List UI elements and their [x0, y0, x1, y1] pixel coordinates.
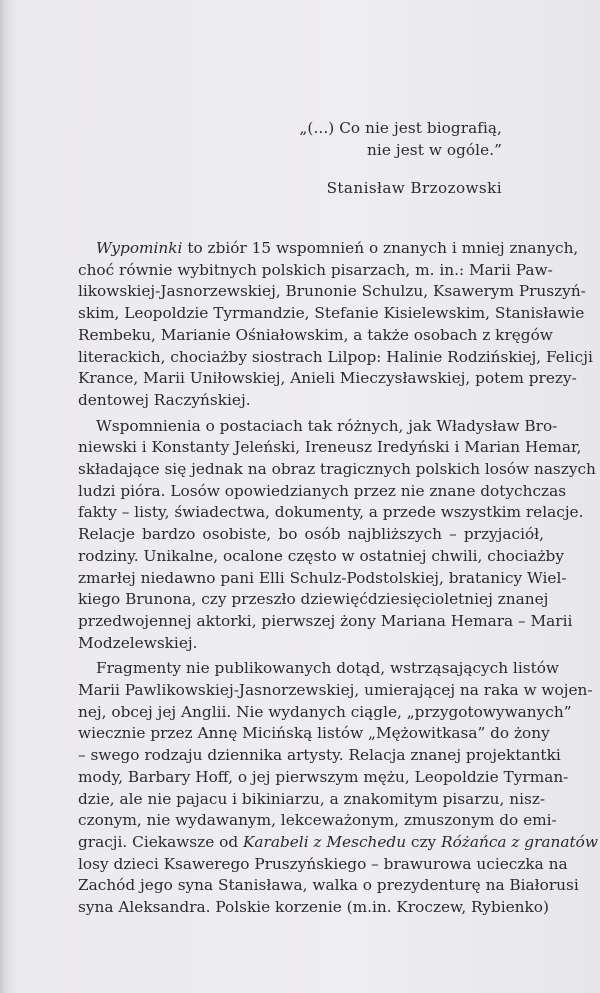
text-line: losy dzieci Ksawerego Pruszyńskiego – brawurowa ucieczka na — [78, 854, 568, 873]
paragraph-2 — [60, 416, 596, 655]
text-line: czonym, nie wydawanym, lekceważonym, zmuszonym do emi- — [78, 811, 557, 830]
text-line: choć równie wybitnych polskich pisarzach, m. in.: Marii Paw- — [78, 260, 553, 279]
epigraph-quote-line-1: „(...) Co nie jest biografią, — [299, 119, 502, 137]
text-line: – swego rodzaju dziennika artysty. Relacja znanej projektantki — [78, 746, 561, 765]
text-line: syna Aleksandra. Polskie korzenie (m.in. Kroczew, Rybienko) — [78, 898, 549, 917]
epigraph-quote-line-2: nie jest w ogóle.” — [367, 141, 502, 159]
text-line: fakty – listy, świadectwa, dokumenty, a przede wszystkim relacje. — [78, 503, 584, 522]
text-line: Marii Pawlikowskiej-Jasnorzewskiej, umierającej na raka w wojen- — [78, 681, 593, 700]
text-line: likowskiej-Jasnorzewskiej, Brunonie Schulzu, Ksawerym Pruszyń- — [78, 282, 586, 301]
paragraph-3 — [60, 658, 598, 918]
text-line: dentowej Raczyńskiej. — [78, 390, 251, 409]
text-line: Wypominki to zbiór 15 wspomnień o znanych i mniej znanych, — [96, 239, 579, 257]
text-line: ludzi pióra. Losów opowiedzianych przez nie znane dotychczas — [78, 481, 567, 500]
text-line: Zachód jego syna Stanisława, walka o prezydenturę na Białorusi — [78, 876, 579, 895]
paragraph-1 — [60, 238, 593, 412]
text-line: dzie, ale nie pajacu i bikiniarzu, a znakomitym pisarzu, nisz- — [78, 789, 546, 808]
text-line: Relacje bardzo osobiste, bo osób najbliższych – przyjaciół, — [78, 525, 544, 544]
text-line: nej, obcej jej Anglii. Nie wydanych ciągle, „przygotowywanych” — [78, 702, 572, 721]
text-line: niewski i Konstanty Jeleński, Ireneusz Iredyński i Marian Hemar, — [78, 438, 582, 457]
text-line: Krance, Marii Uniłowskiej, Anieli Mieczysławskiej, potem prezy- — [78, 369, 577, 388]
text-line: gracji. Ciekawsze od Karabeli z Meschedu czy Różańca z granatów — [78, 832, 598, 851]
epigraph-author: Stanisław Brzozowski — [326, 179, 502, 197]
text-line: mody, Barbary Hoff, o jej pierwszym mężu, Leopoldzie Tyrman- — [78, 767, 569, 786]
text-line: kiego Brunona, czy przeszło dziewięćdziesięcioletniej znanej — [78, 590, 549, 609]
text-line: rodziny. Unikalne, ocalone często w ostatniej chwili, chociażby — [78, 546, 564, 565]
text-line: Fragmenty nie publikowanych dotąd, wstrząsających listów — [96, 659, 560, 678]
text-line: składające się jednak na obraz tragicznych polskich losów naszych — [78, 460, 596, 479]
text-line: przedwojennej aktorki, pierwszej żony Mariana Hemara – Marii — [78, 611, 573, 630]
body-text — [60, 238, 598, 919]
text-line: Rembeku, Marianie Ośniałowskim, a także osobach z kręgów — [78, 325, 553, 344]
text-line: zmarłej niedawno pani Elli Schulz-Podstolskiej, bratanicy Wiel- — [78, 568, 567, 587]
text-line: Modzelewskiej. — [78, 633, 198, 652]
text-line: literackich, chociażby siostrach Lilpop: Halinie Rodzińskiej, Felicji — [78, 347, 593, 366]
text-line: skim, Leopoldzie Tyrmandzie, Stefanie Kisielewskim, Stanisławie — [78, 304, 585, 323]
text-line: wiecznie przez Annę Micińską listów „Mężowitkasa” do żony — [78, 724, 550, 743]
text-line: Wspomnienia o postaciach tak różnych, jak Władysław Bro- — [96, 416, 558, 435]
epigraph — [299, 117, 502, 199]
